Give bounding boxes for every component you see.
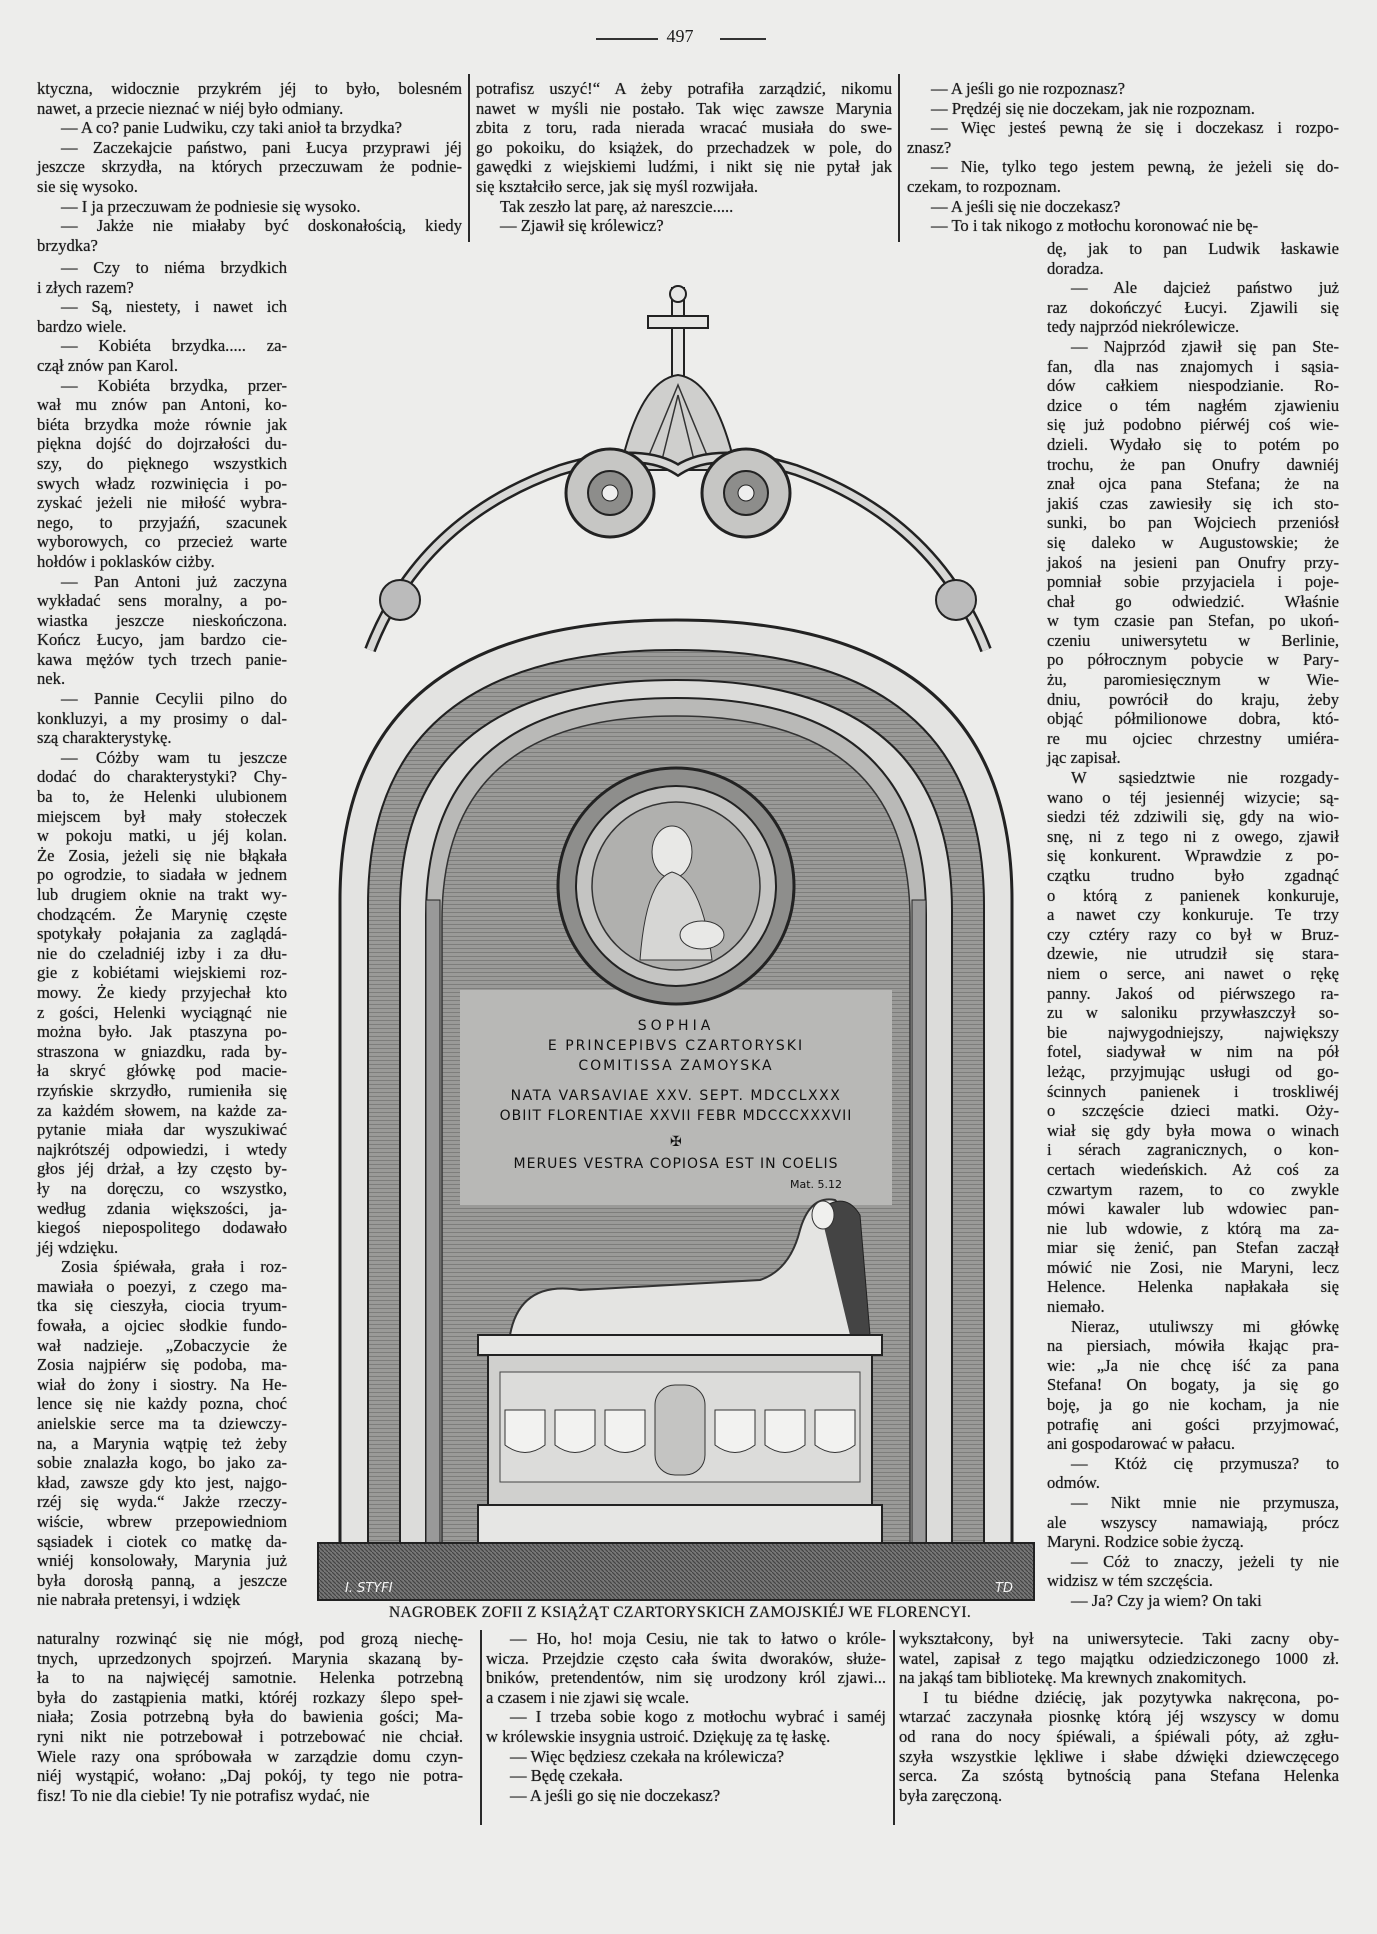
text-line: zu w saloniku przywłaszczył so- <box>1047 1003 1339 1023</box>
paragraph <box>907 157 1339 196</box>
text-line: wał mu znów pan Antoni, ko- <box>37 395 287 415</box>
text-line: ła to na najwięcéj samotnie. Helenka potrzebną <box>37 1668 463 1688</box>
text-line: — Są, niestety, i nawet ich <box>61 297 287 317</box>
paragraph <box>1047 1317 1339 1454</box>
text-line: nawet w myśli nie postało. Tak więc zawsze Marynia <box>476 98 892 118</box>
text-line: miejscem był mały stołeczek <box>37 806 287 826</box>
text-line: na piersiach, mówiła łkając pra- <box>1047 1336 1339 1356</box>
text-line: mówić nie Zosi, nie Maryni, lecz <box>1047 1257 1339 1277</box>
text-line: siedzi téż zdziwili się, gdy na wio- <box>1047 807 1339 827</box>
text-line: wicza. Przejdzie często cała świta dworaków, służe- <box>486 1648 886 1668</box>
text-line: sunki, bo pan Wojciech przeniósł <box>1047 513 1339 533</box>
paragraph <box>1047 1493 1339 1552</box>
text-line: — Kobiéta brzydka..... za- <box>61 336 287 356</box>
text-line: certach wiedeńskich. Aż coś za <box>1047 1159 1339 1179</box>
text-line: gawędki z wiejskiemi ludźmi, i nikt się nie pytał jak <box>476 157 892 177</box>
text-line: fisz! To nie dla ciebie! Ty nie potrafisz wydać, nie <box>37 1785 370 1805</box>
text-line: znasz? <box>907 137 952 157</box>
text-line: lence się nie każdy pozna, choć <box>37 1394 287 1414</box>
text-line: o którą z panienek konkuruje, <box>1047 885 1339 905</box>
illustration-caption: NAGROBEK ZOFII Z KSIĄŻĄT CZARTORYSKICH ZAMOJSKIÉJ WE FLORENCYI. <box>388 1604 971 1621</box>
text-line: swych władz rozwinięcia i po- <box>37 473 287 493</box>
text-line: boję, ja go nie kocham, ja nie <box>1047 1395 1339 1415</box>
text-line: pomniał sobie przyjaciela i poje- <box>1047 572 1339 592</box>
text-line: — Prędzéj się nie doczekam, jak nie rozpoznam. <box>931 98 1255 118</box>
text-line: — Cóż to znaczy, jeżeli ty nie <box>1071 1551 1339 1571</box>
text-line: — Nikt mnie nie przymusza, <box>1071 1493 1339 1512</box>
text-line: kawa mężów tych trzech panie- <box>37 649 287 669</box>
text-line: i złych razem? <box>37 277 134 297</box>
column-rule <box>468 74 470 242</box>
text-line: tnych, uprzedzonych spojrzeń. Marynia skazaną by- <box>37 1648 463 1668</box>
text-line: czekam, to rozpoznam. <box>907 176 1061 196</box>
text-line: — I trzeba sobie kogo z motłochu wybrać i saméj <box>510 1707 886 1727</box>
inscription-line: E PRINCEPIBVS CZARTORYSKI <box>547 1038 805 1054</box>
text-line: — Pannie Cecylii pilno do <box>61 689 287 709</box>
text-line: wano o téj jesiennéj wizycie; są- <box>1047 787 1339 807</box>
text-line: wykładać sens moralny, a po- <box>37 591 287 611</box>
text-line: wyborowych, co przecież warte <box>37 532 287 552</box>
text-line: ale wszyscy namawiają, prócz <box>1047 1512 1339 1532</box>
text-line: spotykały połajania za zaglądá- <box>37 924 287 944</box>
text-column-bottom-2 <box>486 1629 886 1805</box>
text-line: nek. <box>37 669 66 689</box>
paragraph <box>1047 278 1339 337</box>
text-line: po ogrodzie, to siadała w jednem <box>37 865 287 885</box>
text-line: nie lub wdowie, z którą ma za- <box>1047 1218 1339 1238</box>
text-line: Zosia najpiérw się podoba, ma- <box>37 1355 287 1375</box>
text-line: wiał się gdy była mowa o winach <box>1047 1120 1339 1140</box>
text-line: była do zastąpienia matki, któréj rozkazy ślepo speł- <box>37 1687 463 1707</box>
text-line: Tak zeszło lat parę, aż nareszcie..... <box>500 196 734 216</box>
text-line: ła skryć główkę pod macie- <box>37 1061 287 1081</box>
text-line: brzydka? <box>37 235 98 255</box>
paragraph <box>899 1629 1339 1688</box>
text-column-top-1 <box>37 79 462 255</box>
text-line: fotel, siadywał w nim na pół <box>1047 1042 1339 1062</box>
text-line: piękna dojść do dojrzałości du- <box>37 434 287 454</box>
paragraph <box>486 1629 886 1707</box>
text-line: chodzącém. Że Marynię częste <box>37 904 287 924</box>
text-line: ba to, że Helenki ulubionem <box>37 787 287 807</box>
tomb-illustration <box>300 270 1060 1615</box>
text-line: dodać do charakterystyki? Chy- <box>37 767 287 787</box>
text-line: rzéj się wyda.“ Jakże rzeczy- <box>37 1492 287 1512</box>
text-line: — Ale dajcież państwo już <box>1071 278 1339 298</box>
paragraph <box>476 79 892 197</box>
text-line: wie: „Ja nie chcę iść za pana <box>1047 1355 1339 1375</box>
text-line: a czasem i nie zjawi się wcale. <box>486 1687 690 1707</box>
paragraph <box>37 297 287 336</box>
text-line: W sąsiedztwie nie rozgady- <box>1071 768 1339 788</box>
text-line: — Będę czekała. <box>510 1766 623 1786</box>
text-line: sąsiadek i ciotek co matkę da- <box>37 1531 287 1551</box>
text-line: — To i tak nikogo z motłochu koronować nie bę- <box>931 216 1259 236</box>
text-line: serca. Za szóstą bytnością pana Stefana Helenka <box>899 1766 1339 1786</box>
text-line: szyła wszystkie lękliwe i słabe dźwięki dziewczęcego <box>899 1746 1339 1766</box>
paragraph <box>476 197 892 217</box>
text-line: kład, zawsze gdy kto jest, najgo- <box>37 1472 287 1492</box>
text-line: od rana do nocy śpiéwali, a śpiéwali póty, aż zgłu- <box>899 1726 1339 1746</box>
madonna-medallion <box>558 768 794 1004</box>
engraver-signature: I. STYFI <box>345 1581 393 1596</box>
text-line: wiastka jeszcze nieskończona. <box>37 610 287 630</box>
paragraph <box>37 197 462 217</box>
paragraph <box>1047 337 1339 768</box>
text-line: po półrocznym pobycie w Pary- <box>1047 650 1339 670</box>
cross-icon <box>648 286 708 378</box>
text-line: go pokoiku, do książek, do przechadzek w pole, do <box>476 137 892 157</box>
inscription-reference: Mat. 5.12 <box>790 1178 843 1191</box>
text-line: a nawet czy konkuruje. Te trzy <box>1047 905 1339 925</box>
text-line: — A jeśli się nie doczekasz? <box>931 196 1121 216</box>
text-line: wykształcony, był na uniwersytecie. Taki zacny oby- <box>899 1629 1339 1648</box>
text-line: w pokoju matki, u jéj kolan. <box>37 826 287 846</box>
text-line: miar się żenić, pan Stefan zaczął <box>1047 1238 1339 1258</box>
text-line: czeniu uniwersytetu w Berlinie, <box>1047 630 1339 650</box>
text-line: — Pan Antoni już zaczyna <box>61 571 287 591</box>
paragraph <box>907 79 1339 99</box>
text-line: objąć półmilionowe dobra, któ- <box>1047 709 1339 729</box>
paragraph <box>37 138 462 197</box>
text-line: — Zjawił się królewicz? <box>500 216 664 236</box>
text-line: zyskać jeżeli nie miłość wybra- <box>37 493 287 513</box>
text-line: tka się cieszyła, ciocia tryum- <box>37 1296 287 1316</box>
text-line: naturalny rozwinąć się nie mógł, pod grozą niechę- <box>37 1629 463 1648</box>
text-line: jakoś na jesieni pan Onufry przy- <box>1047 552 1339 572</box>
text-line: snę, ni z tego ni z owego, zjawił <box>1047 826 1339 846</box>
inscription-line: COMITISSA ZAMOYSKA <box>578 1058 774 1074</box>
text-line: czął znów pan Karol. <box>37 355 178 375</box>
text-column-top-3 <box>907 79 1339 236</box>
text-line: się już podobno piérwéj coś wie- <box>1047 415 1339 435</box>
text-line: — Nie, tylko tego jestem pewną, że jeżeli się do- <box>931 157 1339 177</box>
paragraph <box>486 1707 886 1746</box>
text-column-bottom-1 <box>37 1629 463 1805</box>
text-line: wiał do żony i siostry. Na He- <box>37 1374 287 1394</box>
text-line: w królewskie insygnia ustroić. Dziękuję za tę łaskę. <box>486 1726 831 1746</box>
text-line: — Więc będziesz czekała na królewicza? <box>510 1746 785 1766</box>
text-line: dzice o tém nagłém zjawieniu <box>1047 395 1339 415</box>
inscription-line: SOPHIA <box>637 1018 715 1034</box>
text-line: watel, zapisał z tego majątku odziedziczonego 1000 zł. <box>899 1648 1339 1668</box>
text-line: — Ho, ho! moja Cesiu, nie tak to łatwo o króle- <box>510 1629 886 1648</box>
text-line: i sérach zagranicznych, o kon- <box>1047 1140 1339 1160</box>
text-line: jéj wdzięku. <box>37 1237 119 1257</box>
base-floor <box>318 1543 1034 1600</box>
paragraph <box>37 689 287 748</box>
paragraph <box>37 118 462 138</box>
text-line: Zosia śpiéwała, grała i roz- <box>61 1257 287 1277</box>
text-line: według zdania większości, ja- <box>37 1198 287 1218</box>
paragraph <box>486 1747 886 1767</box>
inscription-line: OBIIT FLORENTIAE XXVII FEBR MDCCCXXXVII <box>499 1108 853 1124</box>
text-line: niem o serce, ani nawet o rękę <box>1047 963 1339 983</box>
text-line: — Więc jesteś pewną że się i doczekasz i rozpo- <box>931 118 1339 138</box>
text-line: Że Zosia, jeżeli się nie błąkała <box>37 845 287 865</box>
paragraph <box>37 216 462 255</box>
text-line: gie z kobiétami wiejskiemi roz- <box>37 963 287 983</box>
text-line: ścinnych panienek i troskliwéj <box>1047 1081 1339 1101</box>
text-line: wiście, wbrew przepowiedniom <box>37 1512 287 1531</box>
paragraph <box>486 1786 886 1806</box>
paragraph <box>37 336 287 375</box>
text-line: w tym czasie pan Stefan, po ukoń- <box>1047 611 1339 631</box>
text-line: — Kobiéta brzydka, przer- <box>61 375 287 395</box>
text-line: głos jéj drżał, a łzy często by- <box>37 1159 287 1179</box>
paragraph <box>1047 1591 1339 1611</box>
text-column-top-2 <box>476 79 892 236</box>
text-line: na, a Marynia wątpię też żeby <box>37 1433 287 1453</box>
text-line: — I ja przeczuwam że podniesie się wysoko. <box>61 196 361 216</box>
text-line: jąc zapisał. <box>1047 748 1121 768</box>
column-rule <box>898 74 900 242</box>
text-line: wał nadzieje. „Zobaczycie że <box>37 1335 287 1355</box>
text-line: Helence. Helenka napłakała się <box>1047 1277 1339 1297</box>
text-line: sobie znalazła kogo, bo jako za- <box>37 1453 287 1473</box>
text-line: — Zaczekajcie państwo, pani Łucya przyprawi jéj <box>61 137 462 157</box>
text-line: panny. Jakoś od piérwszego ra- <box>1047 983 1339 1003</box>
engraver-monogram: TD <box>995 1581 1013 1596</box>
text-line: ani gospodarować w pałacu. <box>1047 1434 1235 1454</box>
inscription-line: MERUES VESTRA COPIOSA EST IN COELIS <box>513 1156 839 1172</box>
paragraph <box>37 1257 287 1610</box>
text-line: była dorosłą panną, a jeszcze <box>37 1570 287 1590</box>
text-line: straszona w gniazdku, rada by- <box>37 1041 287 1061</box>
text-line: doradza. <box>1047 258 1104 278</box>
text-line: znał ojca pana Stefana; że na <box>1047 474 1339 494</box>
text-line: odmów. <box>1047 1473 1100 1493</box>
text-line: pytanie miała dar wyszukiwać <box>37 1120 287 1140</box>
text-line: się konkurent. Wprawdzie z po- <box>1047 846 1339 866</box>
text-line: raz dokończyć Łucyi. Zjawili się <box>1047 297 1339 317</box>
text-line: re mu ojciec chrzestny umiéra- <box>1047 728 1339 748</box>
header-rule-right <box>720 38 766 40</box>
text-line: — Któż cię przymusza? to <box>1071 1453 1339 1473</box>
text-line: zbita z toru, rada nierada wracać musiała do swe- <box>476 118 892 138</box>
text-line: szą charakterystykę. <box>37 728 172 748</box>
text-line: — Ja? Czy ja wiem? On taki <box>1071 1590 1262 1610</box>
text-line: Wiele razy ona spróbowała w zarządzie domu czyn- <box>37 1746 463 1766</box>
paragraph <box>907 197 1339 217</box>
text-line: widzisz w tém szczęścia. <box>1047 1571 1213 1591</box>
cross-symbol: ✠ <box>670 1134 682 1150</box>
text-line: trochu, że pan Onufry dawniéj <box>1047 454 1339 474</box>
text-line: dę, jak to pan Ludwik łaskawie <box>1047 239 1339 258</box>
paragraph <box>37 376 287 572</box>
text-line: mawiała o poezyi, z czego ma- <box>37 1276 287 1296</box>
text-line: ły na doręczu, co wszystko, <box>37 1178 287 1198</box>
paragraph <box>476 216 892 236</box>
text-line: anielskie serce ma ta dziewczy- <box>37 1414 287 1434</box>
text-line: na jakąś tam bibliotekę. Ma krewnych znakomitych. <box>899 1668 1247 1688</box>
text-line: tedy najprzód niekrólewicze. <box>1047 317 1240 337</box>
text-line: — Cóżby wam tu jeszcze <box>61 747 287 767</box>
text-line: o szczęście dzieci matki. Oży- <box>1047 1101 1339 1121</box>
text-line: niała; Zosia potrzebną była do bawienia gości; Ma- <box>37 1707 463 1727</box>
text-line: hołdów i poklasków ciżby. <box>37 551 215 571</box>
text-line: czątku trudno było zgadnąć <box>1047 866 1339 885</box>
text-line: potrafisz uszyć!“ A żeby potrafiła zarządzić, nikomu <box>476 79 892 98</box>
text-line: nie do czeladniéj izby i za dłu- <box>37 943 287 963</box>
paragraph <box>907 216 1339 236</box>
text-line: czy cztéry razy co był w Bruz- <box>1047 924 1339 944</box>
text-line: dzewie, nie utrudził się stara- <box>1047 944 1339 964</box>
text-line: — A co? panie Ludwiku, czy taki anioł ta brzydka? <box>61 118 402 138</box>
sarcophagus <box>478 1335 882 1543</box>
text-line: fan, dla nas znajomych i sąsia- <box>1047 356 1339 376</box>
text-line: się daleko w Augustowskie; że <box>1047 532 1339 552</box>
text-line: — A jeśli go się nie doczekasz? <box>510 1785 721 1805</box>
text-line: Stefana! On bogaty, ja się go <box>1047 1375 1339 1395</box>
text-line: fowała, a ojciec słodkie fundo- <box>37 1316 287 1336</box>
text-line: Nieraz, utuliwszy mi główkę <box>1071 1316 1339 1336</box>
text-line: Maryni. Rodzice sobie życzą. <box>1047 1532 1244 1552</box>
text-column-left-narrow <box>37 258 287 1610</box>
text-line: Kończ Łucyo, jam bardzo cie- <box>37 630 287 650</box>
text-line: chał go odwiedzić. Właśnie <box>1047 591 1339 611</box>
text-line: lub drugiem oknie na trakt wy- <box>37 885 287 904</box>
text-line: leżąc, przyjmując usługi od go- <box>1047 1061 1339 1081</box>
paragraph <box>486 1766 886 1786</box>
paragraph <box>1047 768 1339 1317</box>
paragraph <box>37 79 462 118</box>
text-line: konkluzyi, a my prosimy o dal- <box>37 708 287 728</box>
text-line: niéj wystąpić, wołano: „Daj pokój, ty tego nie potra- <box>37 1766 463 1786</box>
text-line: nie nabrała pretensyi, i wdzięk <box>37 1590 241 1610</box>
text-column-right-narrow <box>1047 239 1339 1611</box>
page-number: 497 <box>666 26 694 46</box>
paragraph <box>907 118 1339 157</box>
text-line: ryni nikt nie potrzebował i potrzebować nie chciał. <box>37 1726 463 1746</box>
text-line: mowy. Że kiedy przyjechał kto <box>37 982 287 1002</box>
text-line: — Najprzód zjawił się pan Ste- <box>1071 336 1339 356</box>
paragraph <box>1047 239 1339 278</box>
text-line: ktyczna, widocznie przykrém jéj to było, bolesném <box>37 79 462 98</box>
text-line: była zaręczoną. <box>899 1785 1003 1805</box>
text-line: bników, pretendentów, nim się urodzony król zjawi... <box>486 1668 886 1688</box>
text-line: biéta brzydka może równie jak <box>37 414 287 434</box>
text-line: żu, paromiesięcznym w Wie- <box>1047 670 1339 690</box>
text-line: można było. Jak ptaszyna po- <box>37 1022 287 1042</box>
paragraph <box>1047 1552 1339 1591</box>
text-line: — Jakże nie miałaby być doskonałością, kiedy <box>61 216 462 236</box>
text-line: jeszcze skrzydła, na których przeczuwam że podnie- <box>37 157 462 177</box>
text-line: bie najwygodniejszy, największy <box>1047 1022 1339 1042</box>
text-line: nego, to przyjaźń, szacunek <box>37 512 287 532</box>
paragraph <box>37 748 287 1257</box>
text-line: potrafię ani gości przyjmować, <box>1047 1414 1339 1434</box>
paragraph <box>37 572 287 690</box>
text-line: rzyńskie skrzydło, rumieniła się <box>37 1080 287 1100</box>
text-line: jakiś czas zawiesiły się ich sto- <box>1047 493 1339 513</box>
paragraph <box>899 1688 1339 1806</box>
text-line: mówi kawaler lub wdowiec pan- <box>1047 1199 1339 1219</box>
column-rule <box>893 1630 895 1825</box>
text-line: czwartym razem, to co zwykle <box>1047 1179 1339 1199</box>
header-rule-left <box>596 38 658 40</box>
text-line: się kształciło serce, jak się myśl rozwijała. <box>476 176 758 196</box>
text-line: dzieli. Wydało się to potém po <box>1047 434 1339 454</box>
text-line: bardzo wiele. <box>37 316 127 336</box>
text-line: niemało. <box>1047 1297 1105 1317</box>
text-line: najkrótszéj odpowiedzi, i wtedy <box>37 1139 287 1159</box>
paragraph <box>37 258 287 297</box>
inscription-line: NATA VARSAVIAE XXV. SEPT. MDCCLXXX <box>510 1088 842 1104</box>
text-line: szy, do pięknego wszystkich <box>37 453 287 473</box>
text-line: kiegoś niepospolitego dodawało <box>37 1218 287 1238</box>
paragraph <box>907 99 1339 119</box>
text-line: sie się wysoko. <box>37 176 138 196</box>
column-rule <box>480 1630 482 1825</box>
text-line: — Czy to niéma brzydkich <box>61 258 287 277</box>
text-line: dniu, powrócił do kraju, żeby <box>1047 689 1339 709</box>
text-line: wtarzać zaczynała piosnkę którą jéj wszyscy w domu <box>899 1707 1339 1727</box>
paragraph <box>1047 1454 1339 1493</box>
paragraph <box>37 1629 463 1805</box>
text-line: — A jeśli go nie rozpoznasz? <box>931 79 1126 98</box>
text-line: wniéj konsolowały, Marynia już <box>37 1551 287 1571</box>
text-line: z gości, Helenki wyciągnąć nie <box>37 1002 287 1022</box>
ornamental-crest <box>370 375 986 650</box>
text-line: dów całkiem niespodzianie. Ro- <box>1047 376 1339 396</box>
text-line: nawet, a przecie nieznać w niéj było odmiany. <box>37 98 344 118</box>
text-line: za każdém słowem, na każde za- <box>37 1100 287 1120</box>
text-column-bottom-3 <box>899 1629 1339 1805</box>
text-line: I tu biédne dziécię, jak pozytywka nakręcona, po- <box>923 1687 1339 1707</box>
